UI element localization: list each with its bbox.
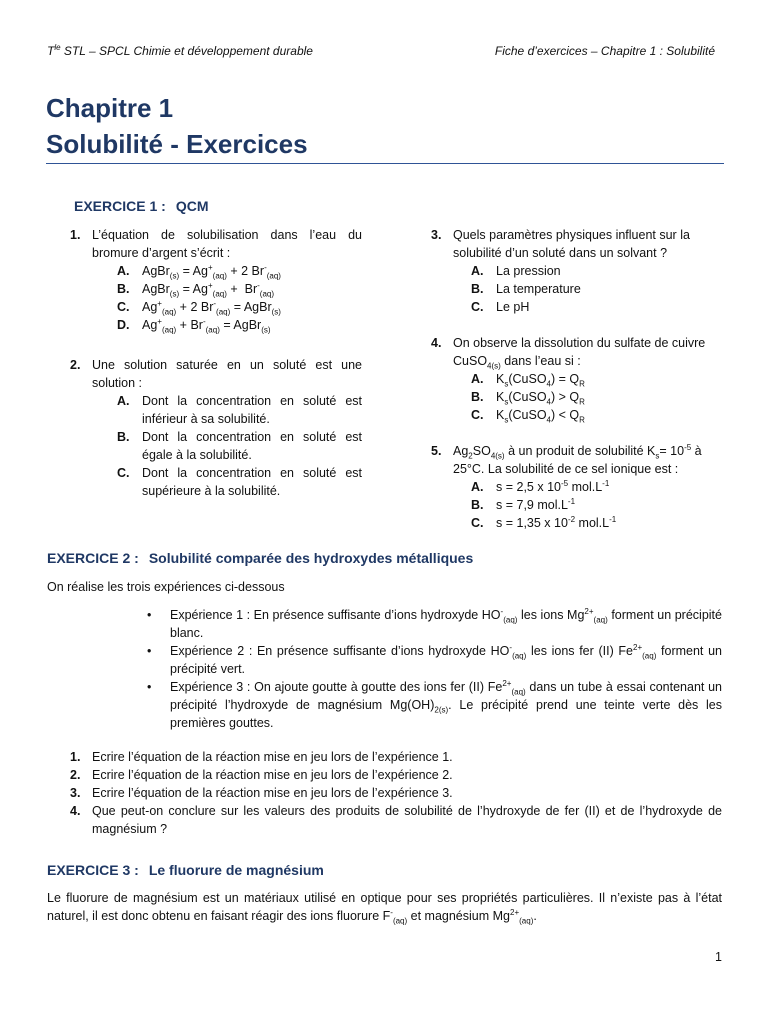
exercise-3-paragraph: Le fluorure de magnésium est un matériaux utilisé en optique pour ses propriétés particulières. Il n’existe pas à l’état naturel, il est donc obtenu en faisant réagir des ions fluorure $F^-_{(aq)}$ et magnésium $Mg^{2+}_{(aq)}$. [47, 891, 722, 926]
option-b: B. $K_s(CuSO_4) > Q_R$ [471, 390, 585, 407]
ex1-left-column [70, 226, 362, 500]
question-3-options [471, 262, 721, 316]
option-b: B. AgBr$_{(s)}$ = $Ag^+_{(aq)} + Br^-_{(aq)}$ [117, 280, 275, 299]
experience-2: • Expérience 2 : En présence suffisante d’ions hydroxyde $HO^-_{(aq)}$ les ions fer (II) $Fe^{2+}_{(aq)}$ forment un précipité vert. [147, 642, 722, 676]
page-number: 1 [715, 950, 722, 964]
option-c: C. $K_s(CuSO_4) < Q_R$ [471, 408, 585, 425]
option-c: C. Dont la concentration en soluté est supérieure à la solubilité. [117, 466, 362, 498]
option-b: B. s = 7,9 $mol.L^{-1}$ [471, 496, 576, 512]
option-a: A. AgBr$_{(s)}$ = $Ag^+_{(aq)} + 2$ $Br^-_{(aq)}$ [117, 262, 281, 281]
option-a: A. La pression [471, 264, 561, 278]
option-a: A. Dont la concentration en soluté est inférieur à sa solubilité. [117, 394, 362, 426]
option-d: D. $Ag^+_{(aq)} + Br^-_{(aq)}$ = AgBr$_{(s)}$ [117, 316, 271, 335]
option-b: B. La temperature [471, 282, 581, 296]
experience-3: • Expérience 3 : On ajoute goutte à goutte des ions fer (II) $Fe^{2+}_{(aq)}$ dans un tube à essai contenant un précipité l’hydroxyde de magnésium $Mg(OH)_{2(s)}$. Le précipité prend une teinte verte dès les premières gouttes. [147, 678, 723, 730]
option-a: A. $K_s(CuSO_4) = Q_R$ [471, 372, 585, 389]
exercise-2-heading: EXERCICE 2 : Solubilité comparée des hydroxydes métalliques [47, 550, 474, 566]
title-rule [46, 163, 724, 164]
ex2-question-3: 3. Ecrire l’équation de la réaction mise en jeu lors de l’expérience 3. [70, 786, 453, 800]
ex2-question-2: 2. Ecrire l’équation de la réaction mise en jeu lors de l’expérience 2. [70, 768, 453, 782]
question-4: 4. On observe la dissolution du sulfate de cuivre CuSO$_{4(s)}$ dans l’eau si : [431, 336, 706, 371]
experience-1: • Expérience 1 : En présence suffisante d’ions hydroxyde $HO^-_{(aq)}$ les ions $Mg^{2+}_{(aq)}$ forment un précipité blanc. [147, 606, 722, 640]
question-1-options [117, 262, 362, 334]
exercise-2-questions [70, 748, 722, 838]
option-b: B. Dont la concentration en soluté est égale à la solubilité. [117, 430, 362, 462]
question-4-options [471, 370, 721, 424]
experiences-list [147, 606, 722, 732]
ex1-right-column [431, 226, 721, 532]
exercise-3-heading: EXERCICE 3 : Le fluorure de magnésium [47, 862, 324, 878]
option-c: C. Le pH [471, 300, 530, 314]
question-3: 3. Quels paramètres physiques influent sur la solubilité d’un soluté dans un solvant ? [431, 228, 690, 260]
header-right: Fiche d’exercices – Chapitre 1 : Solubilité [494, 44, 715, 58]
exercise-2-intro: On réalise les trois expériences ci-dessous [47, 580, 285, 594]
option-c: C. $Ag^+_{(aq)} + 2$ $Br^-_{(aq)}$ = AgBr$_{(s)}$ [117, 298, 281, 317]
header-left: $T^{le}$ STL – SPCL Chimie et développement durable [47, 43, 313, 58]
question-2-options [117, 392, 362, 500]
ex2-question-1: 1. Ecrire l’équation de la réaction mise en jeu lors de l’expérience 1. [70, 750, 453, 764]
chapter-subtitle: Solubilité - Exercices [46, 129, 308, 159]
option-a: A. s = 2,5 x $10^{-5}$ $mol.L^{-1}$ [471, 478, 610, 494]
exercise-1-heading: EXERCICE 1 : QCM [74, 198, 209, 214]
ex2-question-4: 4. Que peut-on conclure sur les valeurs des produits de solubilité de l’hydroxyde de fer (II) et de l’hydroxyde de magnésium ? [70, 804, 722, 836]
question-5-options [471, 478, 721, 532]
question-5: 5. $Ag_2SO_{4(s)}$ à un produit de solubilité $K_s= 10^{-5}$ à 25°C. La solubilité de ce sel ionique est : [431, 442, 702, 476]
question-2: 2. Une solution saturée en un soluté est une solution : [70, 358, 362, 390]
option-c: C. s = 1,35 x $10^{-2}$ $mol.L^{-1}$ [471, 514, 617, 530]
question-1: 1. L’équation de solubilisation dans l’eau du bromure d’argent s’écrit : [70, 228, 362, 260]
chapter-title: Chapitre 1 [46, 93, 174, 123]
